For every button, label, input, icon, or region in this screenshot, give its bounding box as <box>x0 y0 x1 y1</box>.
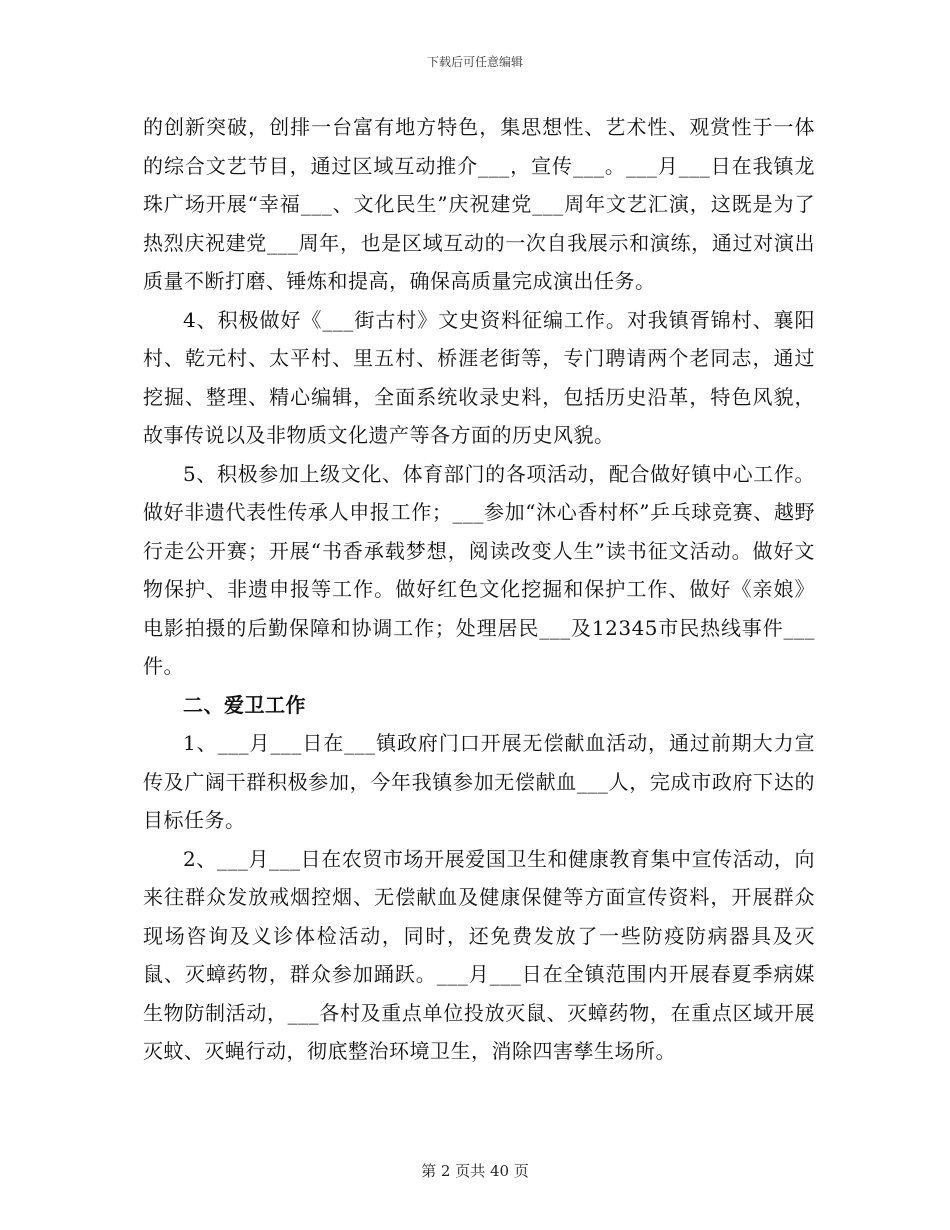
paragraph-arts-performance: 的创新突破，创排一台富有地方特色，集思想性、艺术性、观赏性于一体的综合文艺节目，通过区域互动推介___，宣传___。___月___日在我镇龙珠广场开展“幸福___、文化民生”庆祝建党___周年文艺汇演，这既是为了热烈庆祝建党___周年，也是区域互动的一次自我展示和演练，通过对演出质量不断打磨、锤炼和提高，确保高质量完成演出任务。 <box>143 115 815 293</box>
page-header: 下载后可任意编辑 <box>426 55 523 69</box>
paragraph-blood-donation: 1、___月___日在___镇政府门口开展无偿献血活动，通过前期大力宣传及广阔干群积极参加，今年我镇参加无偿献血___人，完成市政府下达的目标任务。 <box>143 731 815 832</box>
paragraph-health-campaign: 2、___月___日在农贸市场开展爱国卫生和健康教育集中宣传活动，向来往群众发放戒烟控烟、无偿献血及健康保健等方面宣传资料，开展群众现场咨询及义诊体检活动，同时，还免费发放了一些防疫防病器具及灭鼠、灭蟑药物，群众参加踊跃。___月___日在全镇范围内开展春夏季病媒生物防制活动，___各村及重点单位投放灭鼠、灭蟑药物，在重点区域开展灭蚊、灭蝇行动，彻底整治环境卫生，消除四害孳生场所。 <box>143 846 815 1063</box>
section-heading-sanitation: 二、爱卫工作 <box>183 692 306 717</box>
paragraph-ancient-village-records: 4、积极做好《___街古村》文史资料征编工作。对我镇胥锦村、襄阳村、乾元村、太平村、里五村、桥涯老街等，专门聘请两个老同志，通过挖掘、整理、精心编辑，全面系统收录史料，包括历史沿革，特色风貌，故事传说以及非物质文化遗产等各方面的历史风貌。 <box>143 307 815 447</box>
page-footer: 第 2 页共 40 页 <box>421 1162 529 1180</box>
document-body <box>143 108 815 1071</box>
paragraph-cultural-sports-activities: 5、积极参加上级文化、体育部门的各项活动，配合做好镇中心工作。做好非遗代表性传承人申报工作；___参加“沐心香村杯”乒乓球竞赛、越野行走公开赛；开展“书香承载梦想，阅读改变人生”读书征文活动。做好文物保护、非遗申报等工作。做好红色文化挖掘和保护工作、做好《亲娘》电影拍摄的后勤保障和协调工作；处理居民___及12345市民热线事件___件。 <box>143 461 815 678</box>
